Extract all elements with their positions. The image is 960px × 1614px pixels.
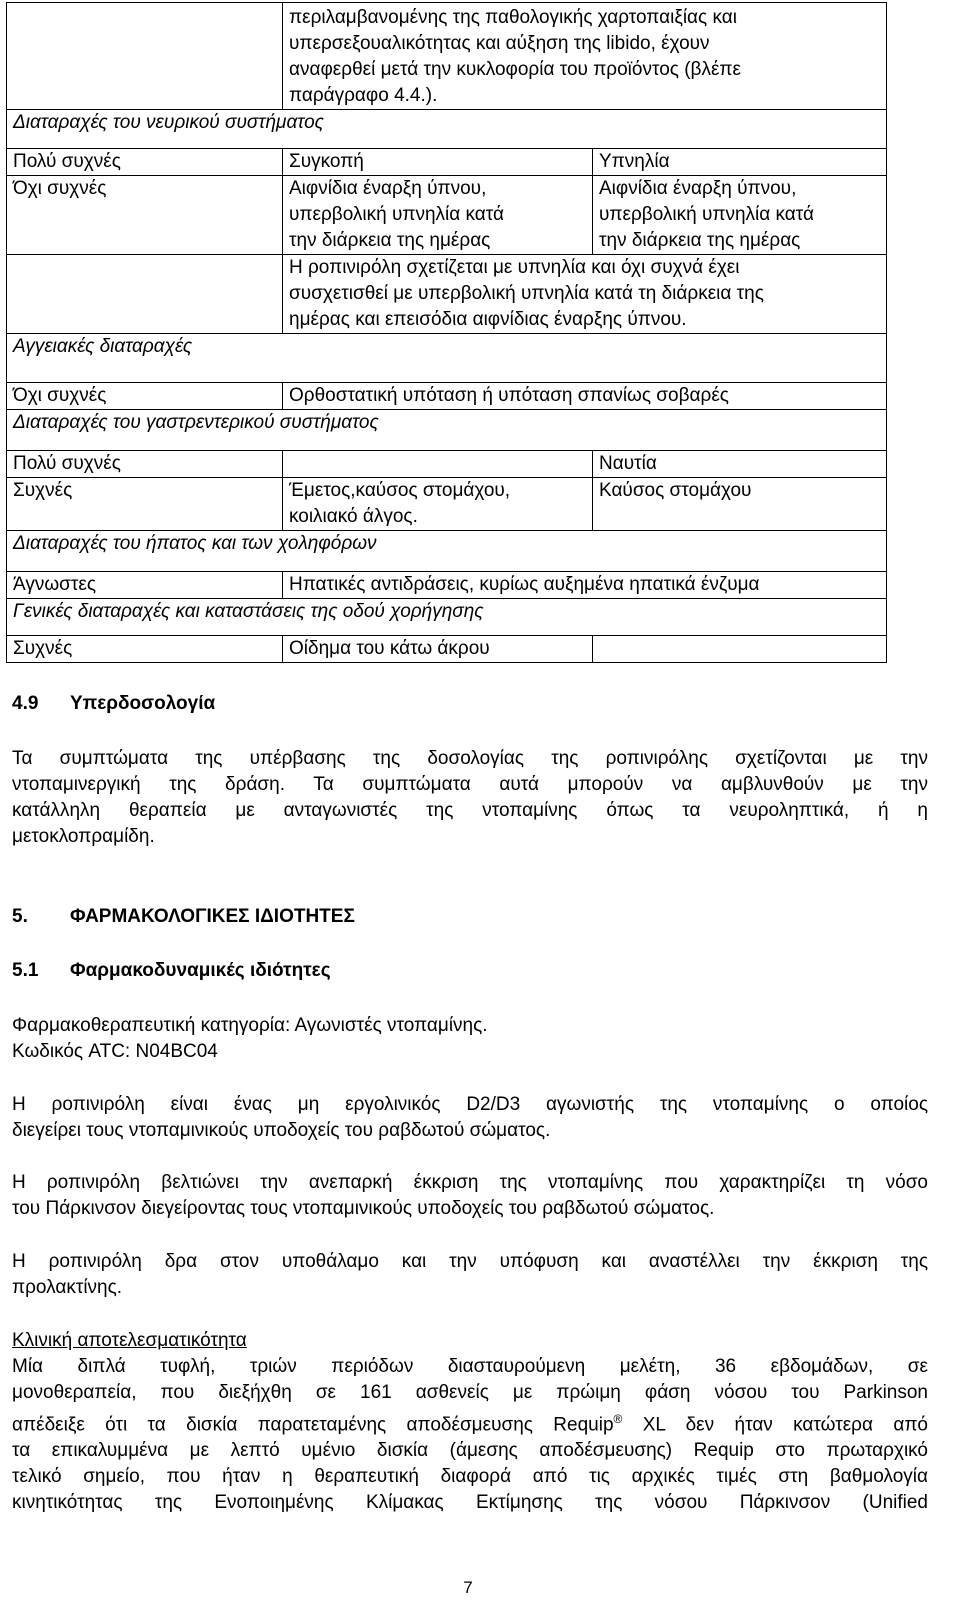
- table-row: [7, 478, 887, 531]
- cell-line: περιλαμβανομένης της παθολογικής χαρτοπαιξίας και: [289, 7, 737, 28]
- table-cell: [283, 3, 887, 110]
- frequency-cell: Όχι συχνές: [7, 383, 283, 410]
- table-cell: [283, 176, 593, 255]
- cell-line: ημέρας και επεισόδια αιφνίδιας έναρξης ύπνου.: [289, 309, 687, 330]
- table-row: [7, 572, 887, 599]
- section-number: 5.1: [12, 960, 39, 981]
- text-line: τελικό σημείο, που ήταν η θεραπευτική διαφορά από τις αρχικές τιμές στη βαθμολογία: [12, 1466, 928, 1488]
- paragraph-efficacy: [12, 1328, 928, 1516]
- table-cell: Ηπατικές αντιδράσεις, κυρίως αυξημένα ηπατικά ένζυμα: [283, 572, 887, 599]
- frequency-cell: Άγνωστες: [7, 572, 283, 599]
- text-line: προλακτίνης.: [12, 1277, 123, 1298]
- text-line: του Πάρκινσον διεγείροντας τους ντοπαμινικούς υποδοχείς του ραβδωτού σώματος.: [12, 1198, 715, 1219]
- cell-line: Έμετος,καύσος στομάχου,: [289, 480, 511, 501]
- cell-line: Αιφνίδια έναρξη ύπνου,: [599, 178, 797, 199]
- table-cell: Οίδημα του κάτω άκρου: [283, 636, 593, 663]
- section-header-vascular: Αγγειακές διαταραχές: [7, 334, 887, 383]
- section-heading-5-1: [12, 960, 331, 982]
- text-line: Κωδικός ATC: N04BC04: [12, 1041, 218, 1062]
- text-line: Τα συμπτώματα της υπέρβασης της δοσολογίας της ροπινιρόλης σχετίζονται με την: [12, 748, 928, 769]
- section-header-general: Γενικές διαταραχές και καταστάσεις της οδού χορήγησης: [7, 599, 887, 636]
- table-cell: Καύσος στομάχου: [593, 478, 887, 531]
- text-span: XL δεν ήταν κατώτερα από: [622, 1414, 928, 1436]
- section-number: 4.9: [12, 693, 39, 714]
- text-line: [12, 1406, 928, 1438]
- cell-line: υπερβολική υπνηλία κατά: [599, 204, 815, 225]
- cell-line: αναφερθεί μετά την κυκλοφορία του προϊόντος (βλέπε: [289, 59, 742, 80]
- table-cell: [7, 255, 283, 334]
- table-row: [7, 334, 887, 383]
- text-line: μετοκλοπραμίδη.: [12, 826, 155, 847]
- section-header-hepatobiliary: Διαταραχές του ήπατος και των χοληφόρων: [7, 531, 887, 572]
- text-line: ντοπαμινεργική της δράση. Τα συμπτώματα αυτά μπορούν να αμβλυνθούν με την: [12, 774, 928, 795]
- cell-line: την διάρκεια της ημέρας: [599, 230, 801, 251]
- table-cell: Ναυτία: [593, 451, 887, 478]
- table-cell: [283, 255, 887, 334]
- table-cell: [7, 3, 283, 110]
- cell-line: παράγραφο 4.4.).: [289, 85, 438, 106]
- paragraph-mechanism: [12, 1092, 928, 1144]
- section-heading-5: [12, 906, 355, 928]
- cell-line: υπερβολική υπνηλία κατά: [289, 204, 505, 225]
- section-title: Φαρμακοδυναμικές ιδιότητες: [70, 960, 331, 981]
- table-row: [7, 451, 887, 478]
- table-row: [7, 636, 887, 663]
- cell-line: Αιφνίδια έναρξη ύπνου,: [289, 178, 487, 199]
- cell-line: την διάρκεια της ημέρας: [289, 230, 491, 251]
- section-title: ΦΑΡΜΑΚΟΛΟΓΙΚΕΣ ΙΔΙΟΤΗΤΕΣ: [70, 906, 355, 927]
- overdose-paragraph: [12, 746, 928, 850]
- table-row: [7, 110, 887, 149]
- category-block: [12, 1013, 928, 1065]
- cell-line: συσχετισθεί με υπερβολική υπνηλία κατά τη διάρκεια της: [289, 283, 764, 304]
- text-line: Φαρμακοθεραπευτική κατηγορία: Αγωνιστές ντοπαμίνης.: [12, 1015, 488, 1036]
- frequency-cell: Πολύ συχνές: [7, 451, 283, 478]
- table-cell: [593, 176, 887, 255]
- registered-mark: ®: [613, 1412, 623, 1426]
- table-row: [7, 3, 887, 110]
- table-cell: [283, 451, 593, 478]
- text-line: Η ροπινιρόλη δρα στον υποθάλαμο και την υπόφυση και αναστέλλει την έκκριση της: [12, 1251, 928, 1272]
- table-row: [7, 599, 887, 636]
- table-cell: [283, 478, 593, 531]
- adverse-reactions-table: [6, 2, 887, 663]
- cell-line: Η ροπινιρόλη σχετίζεται με υπνηλία και όχι συχνά έχει: [289, 257, 740, 278]
- efficacy-heading: Κλινική αποτελεσματικότητα: [12, 1330, 247, 1351]
- paragraph-prolactin: [12, 1249, 928, 1301]
- table-cell: Ορθοστατική υπόταση ή υπόταση σπανίως σοβαρές: [283, 383, 887, 410]
- text-line: κινητικότητας της Ενοποιημένης Κλίμακας Εκτίμησης της νόσου Πάρκινσον (Unified: [12, 1492, 928, 1514]
- frequency-cell: Πολύ συχνές: [7, 149, 283, 176]
- text-line: Μία διπλά τυφλή, τριών περιόδων διασταυρούμενη μελέτη, 36 εβδομάδων, σε: [12, 1356, 928, 1377]
- table-cell: [593, 636, 887, 663]
- section-heading-4-9: [12, 693, 215, 715]
- text-line: διεγείρει τους ντοπαμινικούς υποδοχείς του ραβδωτού σώματος.: [12, 1120, 551, 1141]
- text-line: τα επικαλυμμένα με λεπτό υμένιο δισκία (άμεσης αποδέσμευσης) Requip στο πρωταρχικό: [12, 1440, 928, 1462]
- section-title: Υπερδοσολογία: [70, 693, 216, 714]
- cell-line: υπερσεξουαλικότητας και αύξηση της libido, έχουν: [289, 33, 710, 54]
- text-span: απέδειξε ότι τα δισκία παρατεταμένης αποδέσμευσης Requip: [12, 1414, 614, 1436]
- paragraph-parkinson: [12, 1170, 928, 1222]
- table-row: [7, 410, 887, 451]
- text-line: Η ροπινιρόλη είναι ένας μη εργολινικός D2/D3 αγωνιστής της ντοπαμίνης ο οποίος: [12, 1094, 928, 1115]
- cell-line: κοιλιακό άλγος.: [289, 506, 418, 527]
- text-line: μονοθεραπεία, που διεξήχθη σε 161 ασθενείς με πρώιμη φάση νόσου του Parkinson: [12, 1382, 928, 1403]
- table-cell: Συγκοπή: [283, 149, 593, 176]
- frequency-cell: Όχι συχνές: [7, 176, 283, 255]
- section-header-nervous: Διαταραχές του νευρικού συστήματος: [7, 110, 887, 149]
- section-header-gi: Διαταραχές του γαστρεντερικού συστήματος: [7, 410, 887, 451]
- table-row: [7, 531, 887, 572]
- frequency-cell: Συχνές: [7, 478, 283, 531]
- page-number: 7: [463, 1578, 473, 1597]
- table-row: [7, 255, 887, 334]
- text-line: κατάλληλη θεραπεία με ανταγωνιστές της ντοπαμίνης όπως τα νευροληπτικά, ή η: [12, 800, 928, 821]
- table-row: [7, 383, 887, 410]
- section-number: 5.: [12, 906, 28, 927]
- table-row: [7, 149, 887, 176]
- frequency-cell: Συχνές: [7, 636, 283, 663]
- table-cell: Υπνηλία: [593, 149, 887, 176]
- table-row: [7, 176, 887, 255]
- text-line: Η ροπινιρόλη βελτιώνει την ανεπαρκή έκκριση της ντοπαμίνης που χαρακτηρίζει τη νόσο: [12, 1172, 928, 1193]
